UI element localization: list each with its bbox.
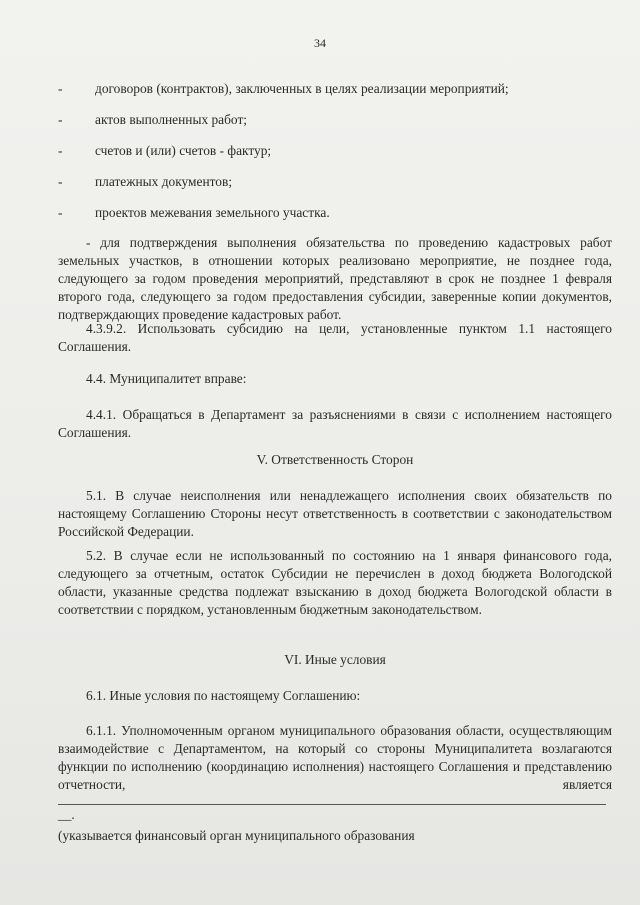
list-dash: -: [58, 174, 63, 189]
paragraph-cadastral: - для подтверждения выполнения обязательства по проведению кадастровых работ земельных участков, в отношении которых реализовано мероприятие, не позднее года, следующего за годом проведения мероприятий, представляют в срок не позднее 1 февраля второго года, следующего за годом предоставления субсидии, заверенные копии документов, подтверждающих проведение кадастровых работ.: [58, 235, 612, 322]
paragraph-6-1-1: 6.1.1. Уполномоченным органом муниципального образования области, осуществляющим взаимодействие с Департаментом, на который со стороны Муниципалитета возлагаются функции по исполнению (координацию исполнения) настоящего Соглашения и представлению отчетности, является: [58, 723, 612, 792]
list-dash: -: [58, 143, 63, 158]
section-6-title: VI. Иные условия: [284, 652, 386, 667]
section-5-title: V. Ответственность Сторон: [256, 452, 414, 467]
list-item: актов выполненных работ;: [95, 112, 248, 127]
paragraph-4-4-1: 4.4.1. Обращаться в Департамент за разъяснениями в связи с исполнением настоящего Соглашения.: [58, 407, 612, 440]
paragraph-4-4: 4.4. Муниципалитет вправе:: [86, 371, 247, 386]
list-dash: -: [58, 205, 63, 220]
paragraph-6-1: 6.1. Иные условия по настоящему Соглашению:: [86, 688, 361, 703]
blank-end: __.: [58, 807, 75, 822]
footnote: (указывается финансовый орган муниципального образования: [58, 828, 415, 843]
fill-in-line: [58, 804, 606, 805]
list-dash: -: [58, 112, 63, 127]
list-item: проектов межевания земельного участка.: [95, 205, 330, 220]
list-item: платежных документов;: [95, 174, 233, 189]
paragraph-5-1: 5.1. В случае неисполнения или ненадлежащего исполнения своих обязательств по настоящему Соглашению Стороны несут ответственность в соответствии с законодательством Российской Федерации.: [58, 488, 612, 539]
list-dash: -: [58, 81, 63, 96]
list-item: договоров (контрактов), заключенных в целях реализации мероприятий;: [95, 81, 509, 96]
page-number: 34: [314, 36, 326, 50]
paragraph-4-3-9-2: 4.3.9.2. Использовать субсидию на цели, установленные пунктом 1.1 настоящего Соглашения.: [58, 321, 612, 354]
paragraph-5-2: 5.2. В случае если не использованный по состоянию на 1 января финансового года, следующего за отчетным, остаток Субсидии не перечислен в доход бюджета Вологодской области, указанные средства подлежат взысканию в доход бюджета Вологодской области в соответствии с порядком, установленным бюджетным законодательством.: [58, 548, 612, 617]
list-item: счетов и (или) счетов - фактур;: [95, 143, 272, 158]
